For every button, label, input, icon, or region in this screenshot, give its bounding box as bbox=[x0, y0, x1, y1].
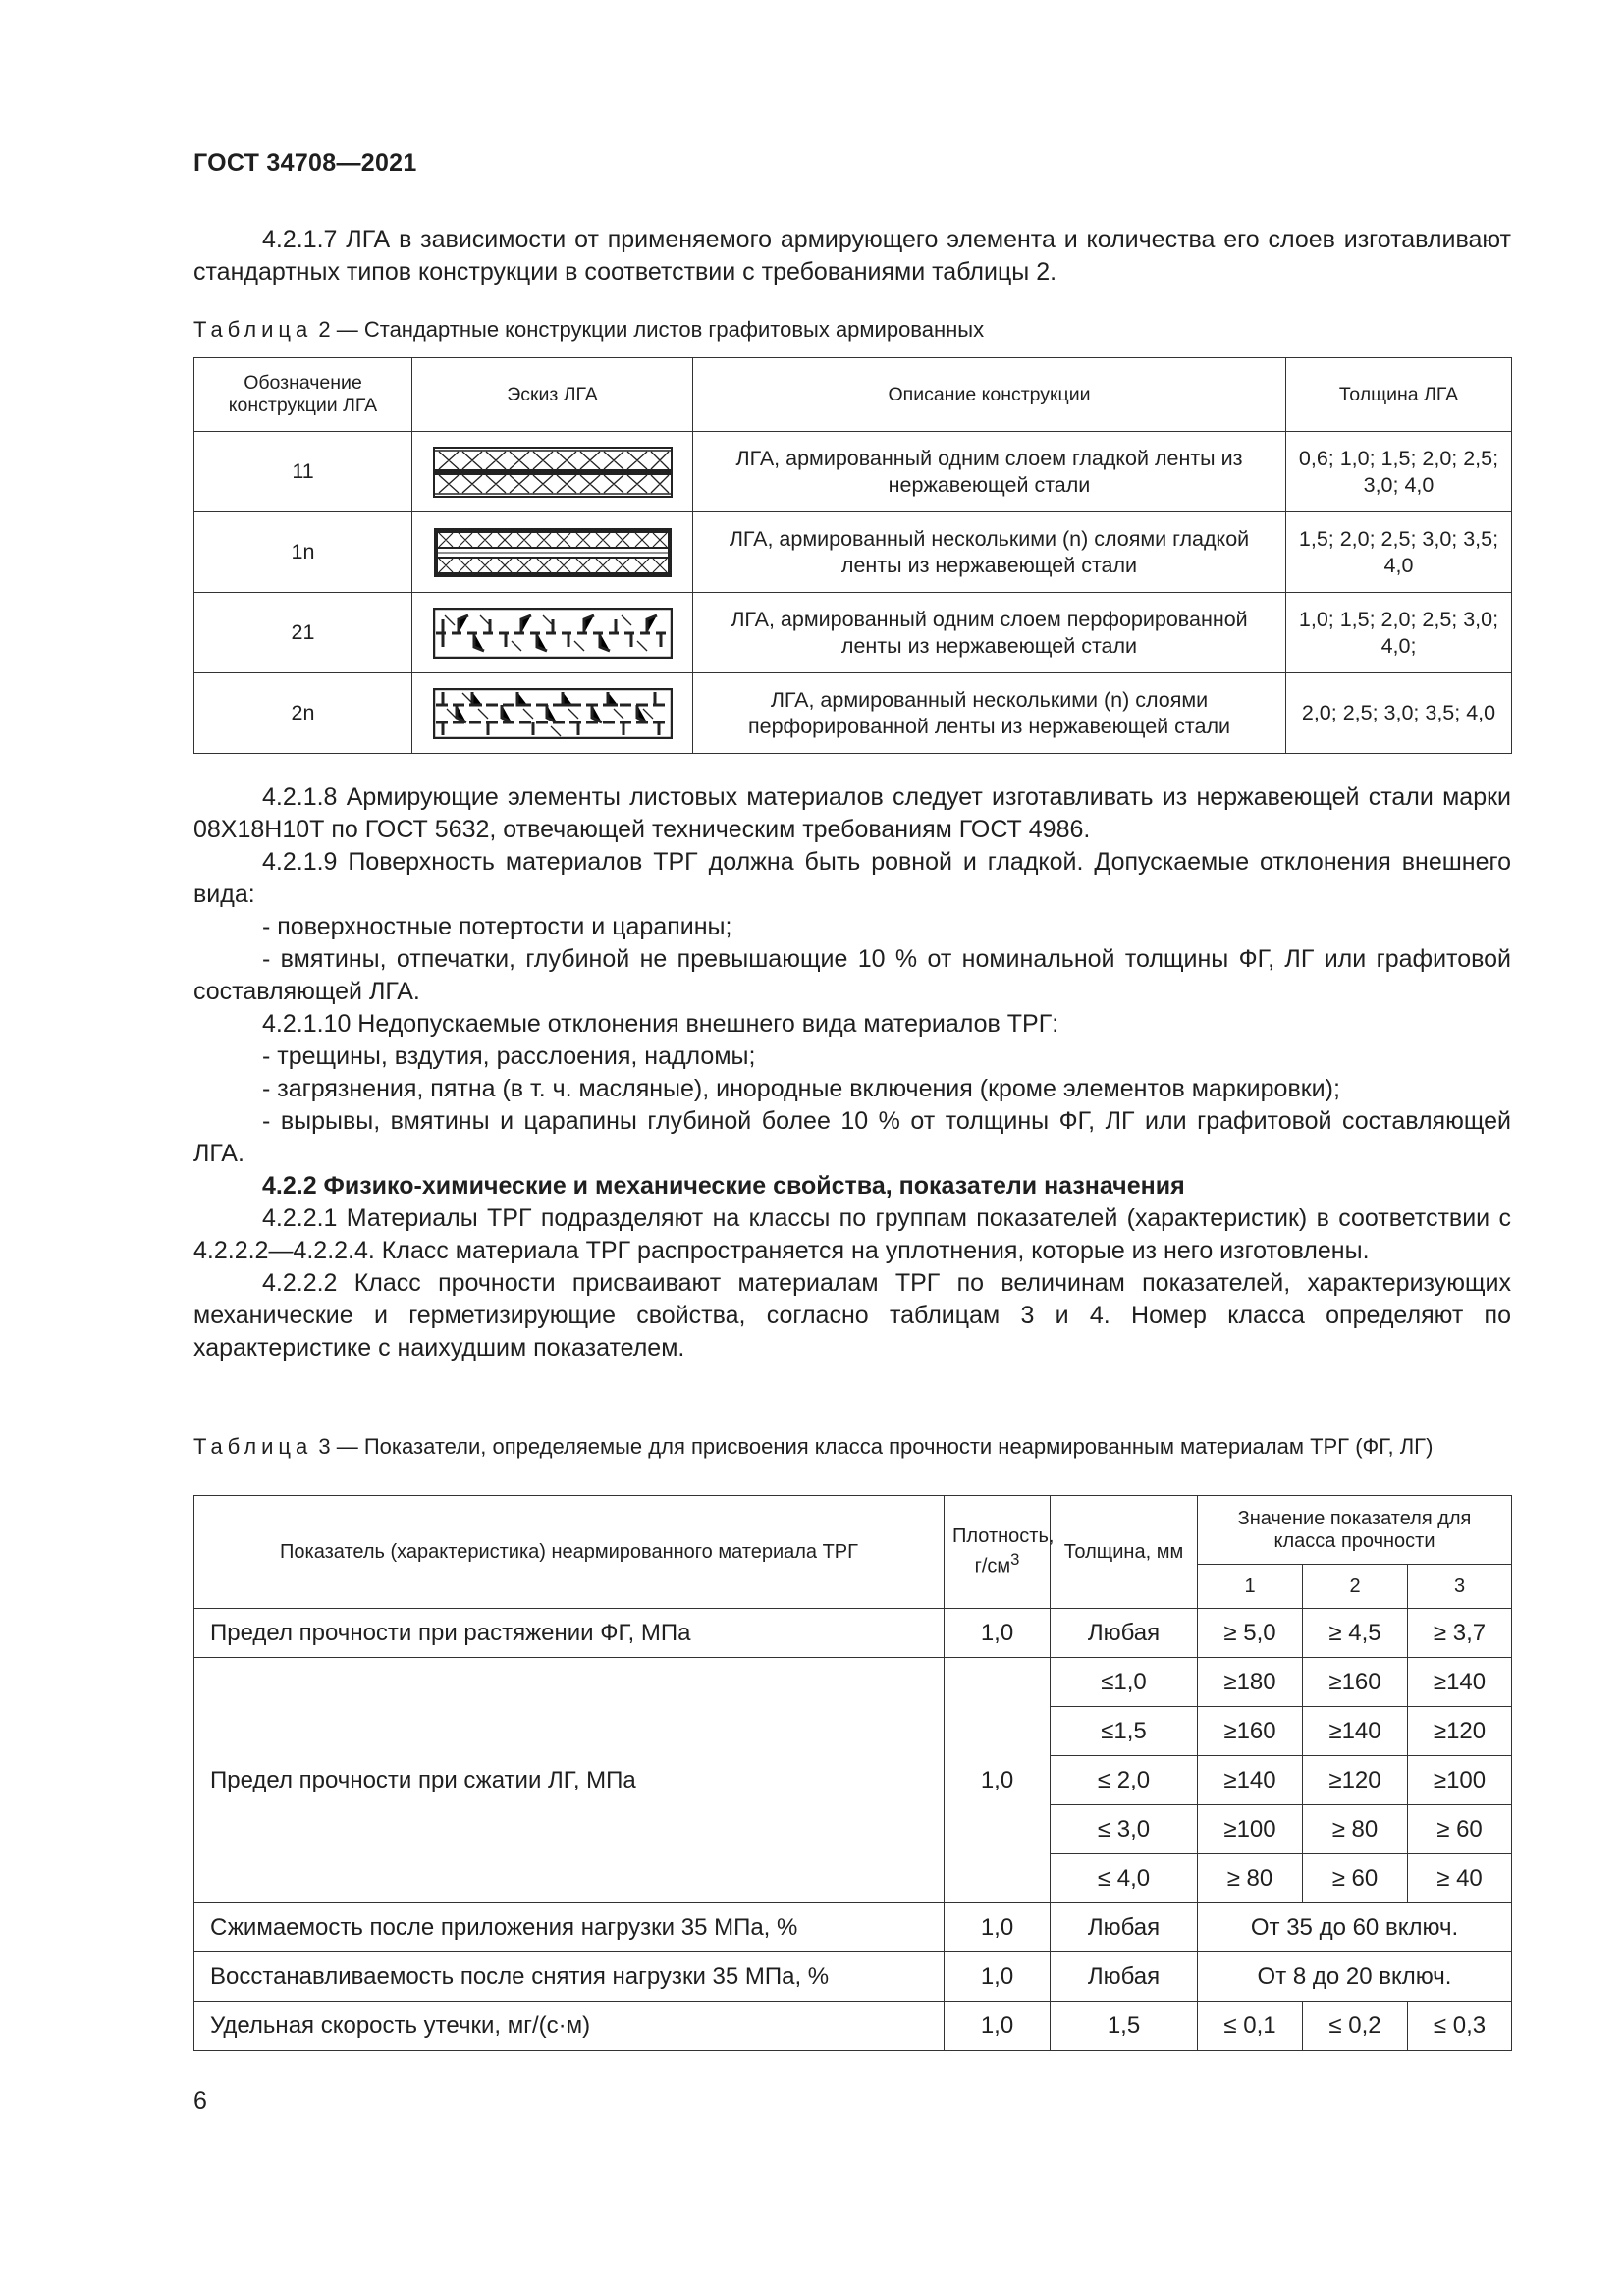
table2-caption-label: Таблица bbox=[193, 317, 313, 342]
table-row bbox=[194, 432, 1512, 512]
table3-indicator: Удельная скорость утечки, мг/(с·м) bbox=[194, 2002, 945, 2051]
table-row bbox=[194, 1658, 1512, 1707]
list-item: - поверхностные потертости и царапины; bbox=[262, 913, 732, 940]
page-number: 6 bbox=[193, 2087, 207, 2114]
table3-thickness: ≤ 2,0 bbox=[1051, 1756, 1198, 1805]
table3-thickness: 1,5 bbox=[1051, 2002, 1198, 2051]
table2-description: ЛГА, армированный несколькими (n) слоями гладкой ленты из нержавеющей стали bbox=[693, 512, 1286, 593]
table3-value: ≥ 5,0 bbox=[1198, 1609, 1303, 1658]
table2-header-sketch: Эскиз ЛГА bbox=[412, 358, 693, 432]
table3-value: ≥140 bbox=[1408, 1658, 1512, 1707]
table3-density: 1,0 bbox=[945, 2002, 1051, 2051]
table3-value: ≥ 60 bbox=[1408, 1805, 1512, 1854]
table2-code: 2n bbox=[194, 673, 412, 754]
table3-indicator: Восстанавливаемость после снятия нагрузки 35 МПа, % bbox=[194, 1952, 945, 2002]
table3-caption-label: Таблица bbox=[193, 1434, 313, 1459]
list-item: - вырывы, вмятины и царапины глубиной более 10 % от толщины ФГ, ЛГ или графитовой составляющей ЛГА. bbox=[193, 1107, 1511, 1167]
table-row bbox=[194, 512, 1512, 593]
table3-value: ≥ 40 bbox=[1408, 1854, 1512, 1903]
table3-value: ≥160 bbox=[1303, 1658, 1408, 1707]
table3-header-thickness: Толщина, мм bbox=[1051, 1496, 1198, 1609]
table2 bbox=[193, 357, 1512, 754]
table3-thickness: ≤1,5 bbox=[1051, 1707, 1198, 1756]
paragraph: 4.2.2.2 Класс прочности присваивают материалам ТРГ по величинам показателей, характеризующих механические и герметизирующие свойства, согласно таблицам 3 и 4. Номер класса определяют по характеристике с наихудшим показателем. bbox=[193, 1269, 1511, 1362]
table2-caption-text: 2 — Стандартные конструкции листов графитовых армированных bbox=[318, 317, 985, 342]
table-row bbox=[194, 593, 1512, 673]
multi-smooth-sketch bbox=[433, 527, 673, 578]
table3-indicator: Сжимаемость после приложения нагрузки 35 МПа, % bbox=[194, 1903, 945, 1952]
table2-code: 11 bbox=[194, 432, 412, 512]
table3-thickness: ≤1,0 bbox=[1051, 1658, 1198, 1707]
table3-value: ≥160 bbox=[1198, 1707, 1303, 1756]
clause-4-2-1-7 bbox=[193, 224, 1511, 289]
table3-value: ≤ 0,3 bbox=[1408, 2002, 1512, 2051]
table3-value: ≥180 bbox=[1198, 1658, 1303, 1707]
table3-value: ≥ 80 bbox=[1303, 1805, 1408, 1854]
table3-value: ≥ 3,7 bbox=[1408, 1609, 1512, 1658]
table2-sketch-cell bbox=[412, 432, 693, 512]
table3-value: ≥120 bbox=[1303, 1756, 1408, 1805]
table3-header-value-group: Значение показателя для класса прочности bbox=[1198, 1496, 1512, 1565]
table3-density: 1,0 bbox=[945, 1658, 1051, 1903]
table2-description: ЛГА, армированный несколькими (n) слоями перфорированной ленты из нержавеющей стали bbox=[693, 673, 1286, 754]
table3-value: ≥100 bbox=[1198, 1805, 1303, 1854]
paragraph: 4.2.2.1 Материалы ТРГ подразделяют на классы по группам показателей (характеристик) в соответствии с 4.2.2.2—4.2.2.4. Класс материала ТРГ распространяется на уплотнения, которые из него изготовлены. bbox=[193, 1204, 1511, 1264]
table3-indicator: Предел прочности при растяжении ФГ, МПа bbox=[194, 1609, 945, 1658]
table2-thickness: 1,5; 2,0; 2,5; 3,0; 3,5; 4,0 bbox=[1286, 512, 1512, 593]
paragraph: 4.2.1.10 Недопускаемые отклонения внешнего вида материалов ТРГ: bbox=[262, 1010, 1059, 1038]
single-perforated-sketch bbox=[433, 608, 673, 659]
table2-thickness: 0,6; 1,0; 1,5; 2,0; 2,5; 3,0; 4,0 bbox=[1286, 432, 1512, 512]
table3-value: ≥120 bbox=[1408, 1707, 1512, 1756]
table3-value: ≥ 4,5 bbox=[1303, 1609, 1408, 1658]
table2-header-description: Описание конструкции bbox=[693, 358, 1286, 432]
paragraph: 4.2.1.8 Армирующие элементы листовых материалов следует изготавливать из нержавеющей стали марки 08Х18Н10Т по ГОСТ 5632, отвечающей техническим требованиям ГОСТ 4986. bbox=[193, 783, 1511, 843]
table2-description: ЛГА, армированный одним слоем гладкой ленты из нержавеющей стали bbox=[693, 432, 1286, 512]
table2-header-thickness: Толщина ЛГА bbox=[1286, 358, 1512, 432]
table3-header-class-3: 3 bbox=[1408, 1565, 1512, 1609]
table3-value: От 35 до 60 включ. bbox=[1198, 1903, 1512, 1952]
table3-header-indicator: Показатель (характеристика) неармированного материала ТРГ bbox=[194, 1496, 945, 1609]
table3-density: 1,0 bbox=[945, 1903, 1051, 1952]
table2-sketch-cell bbox=[412, 593, 693, 673]
table3-value: ≥140 bbox=[1303, 1707, 1408, 1756]
multi-perforated-sketch bbox=[433, 688, 673, 739]
table3-thickness: Любая bbox=[1051, 1609, 1198, 1658]
table3-caption bbox=[193, 1432, 1511, 1462]
table2-description: ЛГА, армированный одним слоем перфорированной ленты из нержавеющей стали bbox=[693, 593, 1286, 673]
table3-value: ≥100 bbox=[1408, 1756, 1512, 1805]
table3-value: От 8 до 20 включ. bbox=[1198, 1952, 1512, 2002]
table-row bbox=[194, 1952, 1512, 2002]
table-row bbox=[194, 2002, 1512, 2051]
table2-sketch-cell bbox=[412, 673, 693, 754]
single-smooth-sketch bbox=[433, 447, 673, 498]
table3-density: 1,0 bbox=[945, 1952, 1051, 2002]
table2-thickness: 2,0; 2,5; 3,0; 3,5; 4,0 bbox=[1286, 673, 1512, 754]
table3-caption-text: 3 — Показатели, определяемые для присвоения класса прочности неармированным материалам ТРГ (ФГ, ЛГ) bbox=[318, 1434, 1434, 1459]
table3-header-density-sup: 3 bbox=[1010, 1550, 1020, 1570]
table3-thickness: ≤ 4,0 bbox=[1051, 1854, 1198, 1903]
table3-thickness: Любая bbox=[1051, 1903, 1198, 1952]
table3-indicator: Предел прочности при сжатии ЛГ, МПа bbox=[194, 1658, 945, 1903]
table3-value: ≥140 bbox=[1198, 1756, 1303, 1805]
table-row bbox=[194, 1903, 1512, 1952]
table3-thickness: Любая bbox=[1051, 1952, 1198, 2002]
table2-sketch-cell bbox=[412, 512, 693, 593]
table3-header-density-label: Плотность, г/см bbox=[952, 1525, 1055, 1577]
paragraph: 4.2.1.7 ЛГА в зависимости от применяемого армирующего элемента и количества его слоев изготавливают стандартных типов конструкции в соответствии с требованиями таблицы 2. bbox=[193, 226, 1511, 286]
table3-header-density bbox=[945, 1496, 1055, 1609]
table3 bbox=[193, 1495, 1512, 2051]
table2-caption bbox=[193, 315, 1511, 345]
list-item: - трещины, вздутия, расслоения, надломы; bbox=[262, 1042, 756, 1070]
table2-thickness: 1,0; 1,5; 2,0; 2,5; 3,0; 4,0; bbox=[1286, 593, 1512, 673]
paragraph: 4.2.1.9 Поверхность материалов ТРГ должна быть ровной и гладкой. Допускаемые отклонения внешнего вида: bbox=[193, 848, 1511, 908]
table-row bbox=[194, 673, 1512, 754]
table3-header-class-2: 2 bbox=[1303, 1565, 1408, 1609]
table3-header-class-1: 1 bbox=[1198, 1565, 1303, 1609]
table2-header-code: Обозначение конструкции ЛГА bbox=[194, 358, 412, 432]
document-header: ГОСТ 34708—2021 bbox=[193, 149, 417, 177]
table3-value: ≤ 0,1 bbox=[1198, 2002, 1303, 2051]
table3-density: 1,0 bbox=[945, 1609, 1051, 1658]
table3-value: ≤ 0,2 bbox=[1303, 2002, 1408, 2051]
body-text bbox=[193, 781, 1511, 1364]
table-row bbox=[194, 1609, 1512, 1658]
list-item: - вмятины, отпечатки, глубиной не превышающие 10 % от номинальной толщины ФГ, ЛГ или графитовой составляющей ЛГА. bbox=[193, 945, 1511, 1005]
list-item: - загрязнения, пятна (в т. ч. масляные), инородные включения (кроме элементов маркировки); bbox=[262, 1075, 1340, 1102]
table3-value: ≥ 60 bbox=[1303, 1854, 1408, 1903]
table2-code: 1n bbox=[194, 512, 412, 593]
table3-value: ≥ 80 bbox=[1198, 1854, 1303, 1903]
table2-header-row bbox=[194, 358, 1512, 432]
table3-thickness: ≤ 3,0 bbox=[1051, 1805, 1198, 1854]
table2-code: 21 bbox=[194, 593, 412, 673]
table3-header-row bbox=[194, 1496, 1512, 1565]
section-heading: 4.2.2 Физико-химические и механические свойства, показатели назначения bbox=[262, 1172, 1185, 1200]
